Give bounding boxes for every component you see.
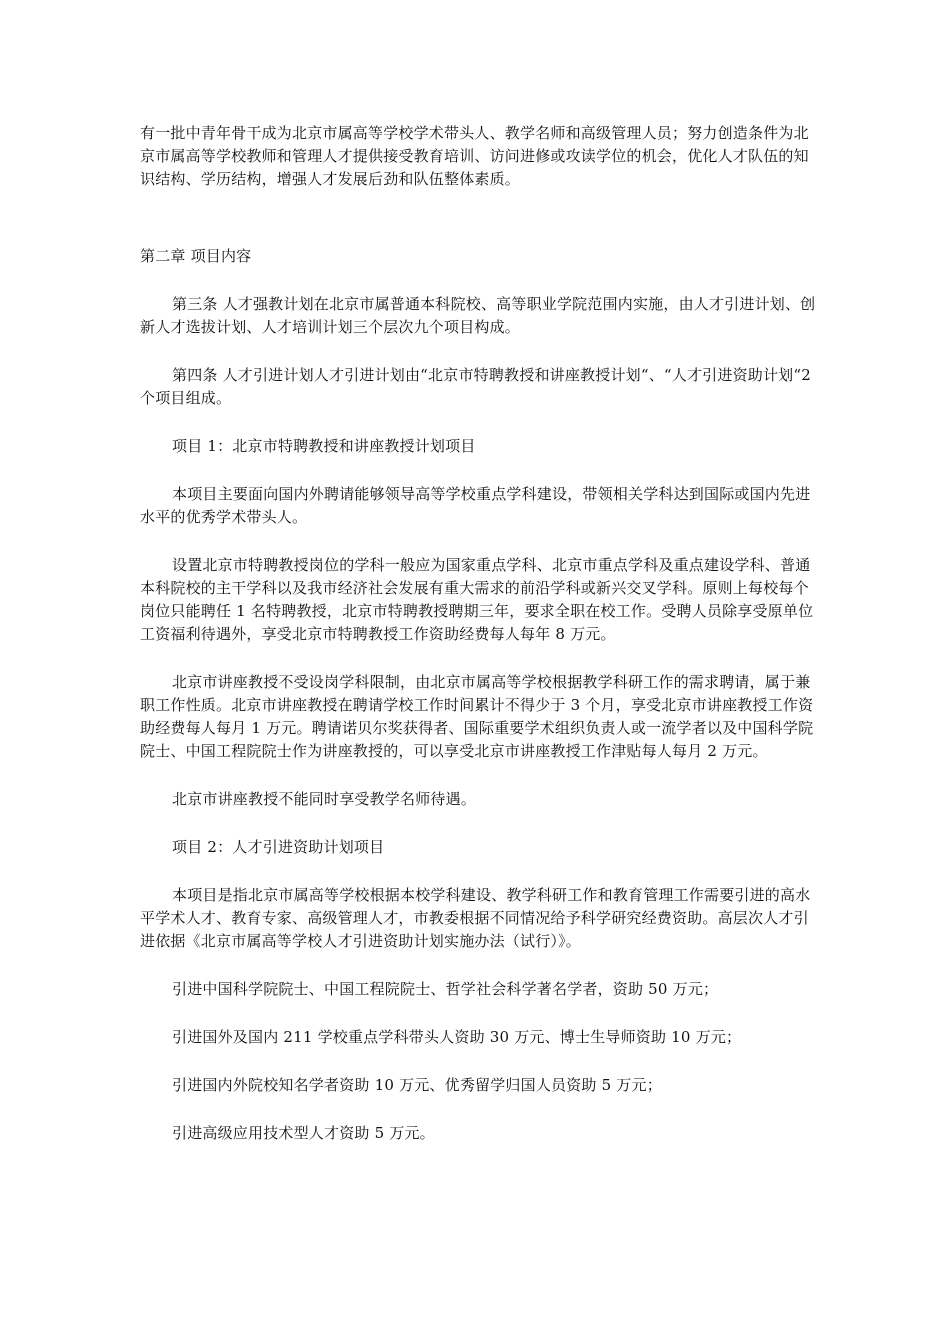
article-3: 第三条 人才强教计划在北京市属普通本科院校、高等职业学院范围内实施，由人才引进计划、创新人才选拔计划、人才培训计划三个层次九个项目构成。	[140, 295, 816, 336]
funding-item-3: 引进国内外院校知名学者资助 10 万元、优秀留学归国人员资助 5 万元；	[172, 1076, 662, 1094]
funding-item-2: 引进国外及国内 211 学校重点学科带头人资助 30 万元、博士生导师资助 10 万元；	[172, 1028, 742, 1046]
project-1-paragraph-4: 北京市讲座教授不能同时享受教学名师待遇。	[172, 790, 477, 808]
paragraph-continuation: 有一批中青年骨干成为北京市属高等学校学术带头人、教学名师和高级管理人员；努力创造条件为北京市属高等学校教师和管理人才提供接受教育培训、访问进修或攻读学位的机会，优化人才队伍的知识结构、学历结构，增强人才发展后劲和队伍整体素质。	[140, 124, 809, 188]
project-1-paragraph-2: 设置北京市特聘教授岗位的学科一般应为国家重点学科、北京市重点学科及重点建设学科、普通本科院校的主干学科以及我市经济社会发展有重大需求的前沿学科或新兴交叉学科。原则上每校每个岗位只能聘任 1 名特聘教授，北京市特聘教授聘期三年，要求全职在校工作。受聘人员除享受原单位工资福利待遇外，享受北京市特聘教授工作资助经费每人每年 8 万元。	[140, 556, 814, 643]
article-4: 第四条 人才引进计划人才引进计划由“北京市特聘教授和讲座教授计划“、“人才引进资助计划“2个项目组成。	[140, 366, 811, 407]
project-1-heading: 项目 1：北京市特聘教授和讲座教授计划项目	[172, 437, 476, 455]
project-1-paragraph-1: 本项目主要面向国内外聘请能够领导高等学校重点学科建设，带领相关学科达到国际或国内先进水平的优秀学术带头人。	[140, 485, 811, 526]
project-2-paragraph-1: 本项目是指北京市属高等学校根据本校学科建设、教学科研工作和教育管理工作需要引进的高水平学术人才、教育专家、高级管理人才，市教委根据不同情况给予科学研究经费资助。高层次人才引进依据《北京市属高等学校人才引进资助计划实施办法（试行）》。	[140, 886, 811, 950]
project-1-paragraph-3: 北京市讲座教授不受设岗学科限制，由北京市属高等学校根据教学科研工作的需求聘请，属于兼职工作性质。北京市讲座教授在聘请学校工作时间累计不得少于 3 个月，享受北京市讲座教授工作资助经费每人每月 1 万元。聘请诺贝尔奖获得者、国际重要学术组织负责人或一流学者以及中国科学院院士、中国工程院院士作为讲座教授的，可以享受北京市讲座教授工作津贴每人每月 2 万元。	[140, 673, 814, 760]
chapter-heading: 第二章 项目内容	[140, 247, 252, 265]
funding-item-1: 引进中国科学院院士、中国工程院院士、哲学社会科学著名学者，资助 50 万元；	[172, 980, 719, 998]
project-2-heading: 项目 2：人才引进资助计划项目	[172, 838, 385, 856]
document-page	[140, 122, 816, 1145]
funding-item-4: 引进高级应用技术型人才资助 5 万元。	[172, 1124, 435, 1142]
